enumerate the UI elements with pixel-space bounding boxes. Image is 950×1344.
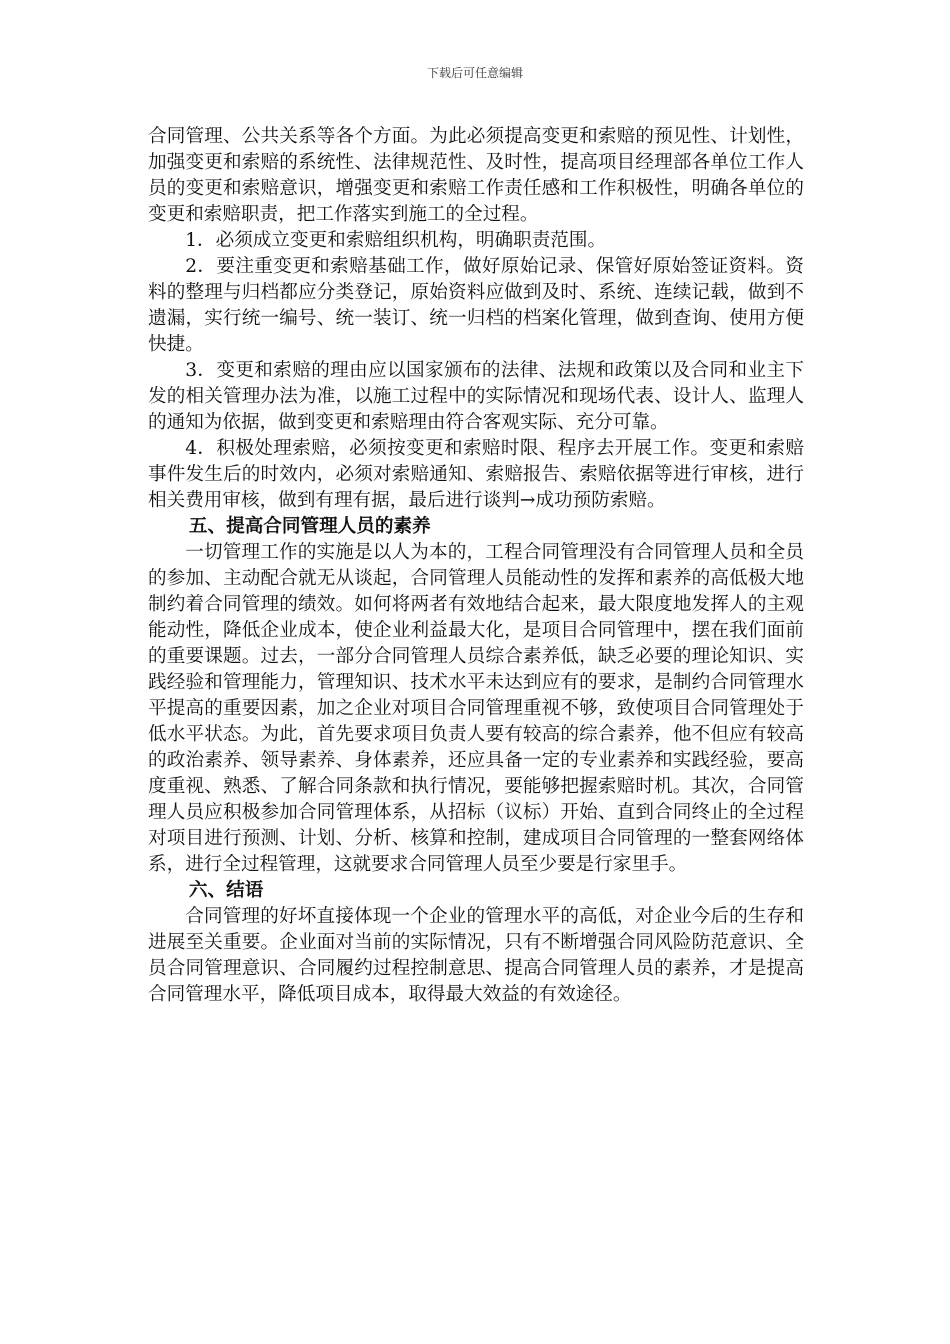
- paragraph: 合同管理、公共关系等各个方面。为此必须提高变更和索赔的预见性、计划性，加强变更和索赔的系统性、法律规范性、及时性，提高项目经理部各单位工作人员的变更和索赔意识，增强变更和索赔工作责任感和工作积极性，明确各单位的变更和索赔职责，把工作落实到施工的全过程。: [148, 126, 804, 225]
- paragraph: 一切管理工作的实施是以人为本的，工程合同管理没有合同管理人员和全员的参加、主动配合就无从谈起，合同管理人员能动性的发挥和素养的高低极大地制约着合同管理的绩效。如何将两者有效地结合起来，最大限度地发挥人的主观能动性，降低企业成本，使企业利益最大化，是项目合同管理中，摆在我们面前的重要课题。过去，一部分合同管理人员综合素养低，缺乏必要的理论知识、实践经验和管理能力，管理知识、技术水平未达到应有的要求，是制约合同管理水平提高的重要因素，加之企业对项目合同管理重视不够，致使项目合同管理处于低水平状态。为此，首先要求项目负责人要有较高的综合素养，他不但应有较高的政治素养、领导素养、身体素养，还应具备一定的专业素养和实践经验，要高度重视、熟悉、了解合同条款和执行情况，要能够把握索赔时机。其次，合同管理人员应积极参加合同管理体系，从招标（议标）开始、直到合同终止的全过程对项目进行预测、计划、分析、核算和控制，建成项目合同管理的一整套网络体系，进行全过程管理，这就要求合同管理人员至少要是行家里手。: [148, 542, 804, 875]
- section-heading-5: 五、提高合同管理人员的素养: [188, 516, 431, 537]
- list-item-3: 3．变更和索赔的理由应以国家颁布的法律、法规和政策以及合同和业主下发的相关管理办法为准，以施工过程中的实际情况和现场代表、设计人、监理人的通知为依据，做到变更和索赔理由符合客观实际、充分可靠。: [148, 360, 804, 433]
- document-body: [148, 124, 804, 1008]
- page-header: 下载后可任意编辑: [426, 66, 523, 80]
- section-heading-6: 六、结语: [188, 880, 264, 901]
- list-item-4: 4．积极处理索赔，必须按变更和索赔时限、程序去开展工作。变更和索赔事件发生后的时效内，必须对索赔通知、索赔报告、索赔依据等进行审核，进行相关费用审核，做到有理有据，最后进行谈判→成功预防索赔。: [148, 438, 804, 511]
- list-item-1: 1．必须成立变更和索赔组织机构，明确职责范围。: [185, 230, 607, 251]
- paragraph: 合同管理的好坏直接体现一个企业的管理水平的高低，对企业今后的生存和进展至关重要。企业面对当前的实际情况，只有不断增强合同风险防范意识、全员合同管理意识、合同履约过程控制意思、提高合同管理人员的素养，才是提高合同管理水平，降低项目成本，取得最大效益的有效途径。: [148, 906, 804, 1005]
- list-item-2: 2．要注重变更和索赔基础工作，做好原始记录、保管好原始签证资料。资料的整理与归档都应分类登记，原始资料应做到及时、系统、连续记载，做到不遗漏，实行统一编号、统一装订、统一归档的档案化管理，做到查询、使用方便快捷。: [148, 256, 804, 355]
